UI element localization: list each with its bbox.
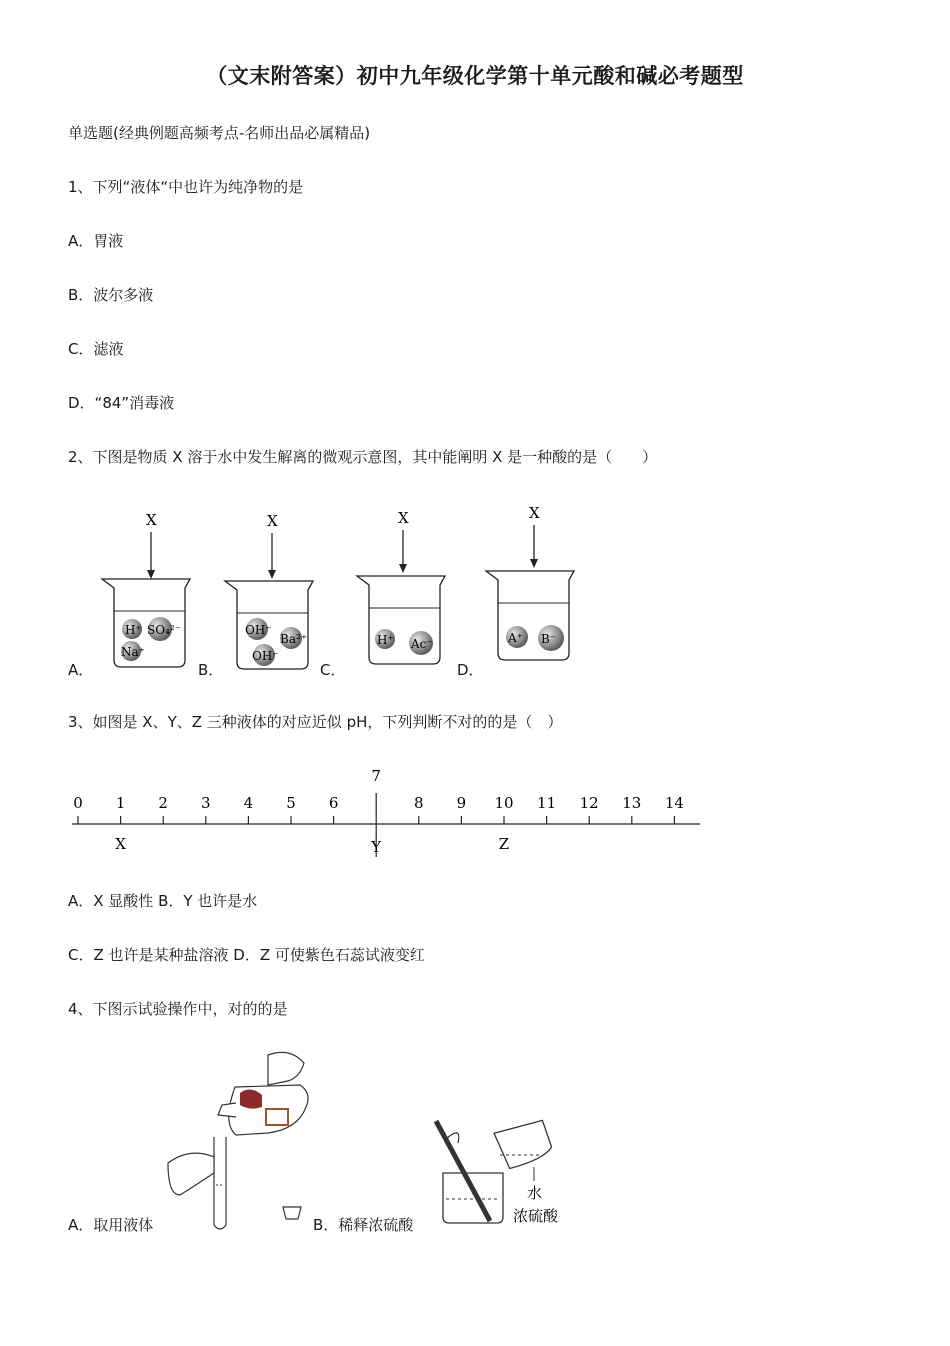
ion-label: A⁺ bbox=[508, 631, 523, 645]
ph-tick-label: 0 bbox=[73, 794, 83, 812]
q1-option-b: B．波尔多液 bbox=[68, 286, 154, 304]
q2-option-a: A． bbox=[68, 661, 94, 679]
test-tube-bottom bbox=[214, 1225, 226, 1229]
arrow-head-b bbox=[268, 570, 276, 579]
ph-tick-label: 13 bbox=[622, 794, 642, 812]
q4-stem: 4、下图示试验操作中，对的的是 bbox=[68, 1000, 288, 1018]
arrow-head-d bbox=[530, 559, 538, 568]
lower-beaker bbox=[443, 1173, 503, 1223]
q4-illustrations bbox=[0, 1045, 950, 1245]
ion-label: Ba²⁺ bbox=[280, 632, 308, 646]
ion-label: H⁺ bbox=[125, 623, 142, 637]
ion-label: Ac⁻ bbox=[411, 637, 433, 651]
q1-option-c: C．滤液 bbox=[68, 340, 124, 358]
ph-scale-diagram bbox=[0, 765, 950, 865]
ion-label: H⁺ bbox=[377, 633, 394, 647]
ion-label: OH⁻ bbox=[252, 649, 279, 663]
ph-tick-label: 8 bbox=[414, 794, 424, 812]
beaker-a bbox=[102, 511, 190, 667]
beaker-d bbox=[486, 504, 574, 660]
q3-options-row2: C．Z 也许是某种盐溶液 D．Z 可使紫色石蕊试液变红 bbox=[68, 946, 425, 964]
ph-tick-label: 10 bbox=[494, 794, 514, 812]
diluting-acid-illustration bbox=[436, 1120, 559, 1225]
beaker-outline-d bbox=[486, 571, 574, 660]
q1-option-d: D．“84”消毒液 bbox=[68, 394, 175, 412]
ph-tick-label: 12 bbox=[579, 794, 599, 812]
q2-stem: 2、下图是物质 X 溶于水中发生解离的微观示意图，其中能阐明 X 是一种酸的是（ ） bbox=[68, 448, 658, 466]
q2-option-b: B． bbox=[198, 661, 224, 679]
q2-beaker-diagrams bbox=[0, 495, 950, 695]
ion-label: Na⁺ bbox=[121, 645, 145, 659]
ph-point-label-z: Z bbox=[498, 835, 510, 853]
q3-stem: 3、如图是 X、Y、Z 三种液体的对应近似 pH，下列判断不对的的是（ ） bbox=[68, 713, 563, 731]
beaker-c bbox=[357, 509, 445, 664]
hand-upper bbox=[268, 1052, 304, 1085]
document-title: （文末附答案）初中九年级化学第十单元酸和碱必考题型 bbox=[206, 64, 744, 88]
ion-label: SO₄²⁻ bbox=[147, 623, 182, 637]
ph-tick-label: 9 bbox=[456, 794, 467, 812]
ion-label: OH⁻ bbox=[245, 623, 272, 637]
bottle-neck bbox=[218, 1103, 236, 1117]
ph-tick-label: 2 bbox=[158, 794, 168, 812]
arrow-label-a: X bbox=[146, 511, 157, 529]
hand-lower bbox=[168, 1153, 214, 1195]
ph-tick-label: 6 bbox=[328, 794, 339, 812]
section-heading: 单选题(经典例题高频考点-名师出品必属精品) bbox=[68, 124, 371, 142]
ph-tick-label: 3 bbox=[201, 794, 211, 812]
ph-point-label-x: X bbox=[115, 835, 126, 853]
ph-tick-label: 7 bbox=[371, 767, 381, 785]
q3-options-row1: A．X 显酸性 B．Y 也许是水 bbox=[68, 892, 258, 910]
ph-tick-label: 14 bbox=[664, 794, 684, 812]
arrow-label-d: X bbox=[529, 504, 540, 522]
q4-option-a: A．取用液体 bbox=[68, 1216, 154, 1234]
arrow-label-b: X bbox=[267, 512, 278, 530]
stopper bbox=[283, 1207, 301, 1219]
ion-label: B⁻ bbox=[541, 632, 557, 646]
q2-option-c: C． bbox=[320, 661, 346, 679]
arrow-head-a bbox=[147, 570, 155, 579]
beaker-b bbox=[225, 512, 313, 669]
upper-beaker bbox=[494, 1120, 554, 1170]
ph-point-label-y: Y bbox=[371, 838, 382, 856]
q1-stem: 1、下列“液体“中也许为纯净物的是 bbox=[68, 178, 304, 196]
ph-tick-label: 4 bbox=[243, 794, 254, 812]
ph-tick-label: 11 bbox=[537, 794, 557, 812]
ph-tick-label: 5 bbox=[286, 794, 296, 812]
label-water: 水 bbox=[527, 1184, 543, 1202]
q4-option-b: B．稀释浓硫酸 bbox=[313, 1216, 414, 1234]
label-concentrated-acid: 浓硫酸 bbox=[513, 1207, 559, 1225]
q2-option-d: D． bbox=[457, 661, 484, 679]
ph-tick-label: 1 bbox=[115, 794, 126, 812]
arrow-head-c bbox=[399, 564, 407, 573]
arrow-label-c: X bbox=[398, 509, 409, 527]
pouring-liquid-illustration bbox=[168, 1052, 308, 1229]
q1-option-a: A．胃液 bbox=[68, 232, 124, 250]
